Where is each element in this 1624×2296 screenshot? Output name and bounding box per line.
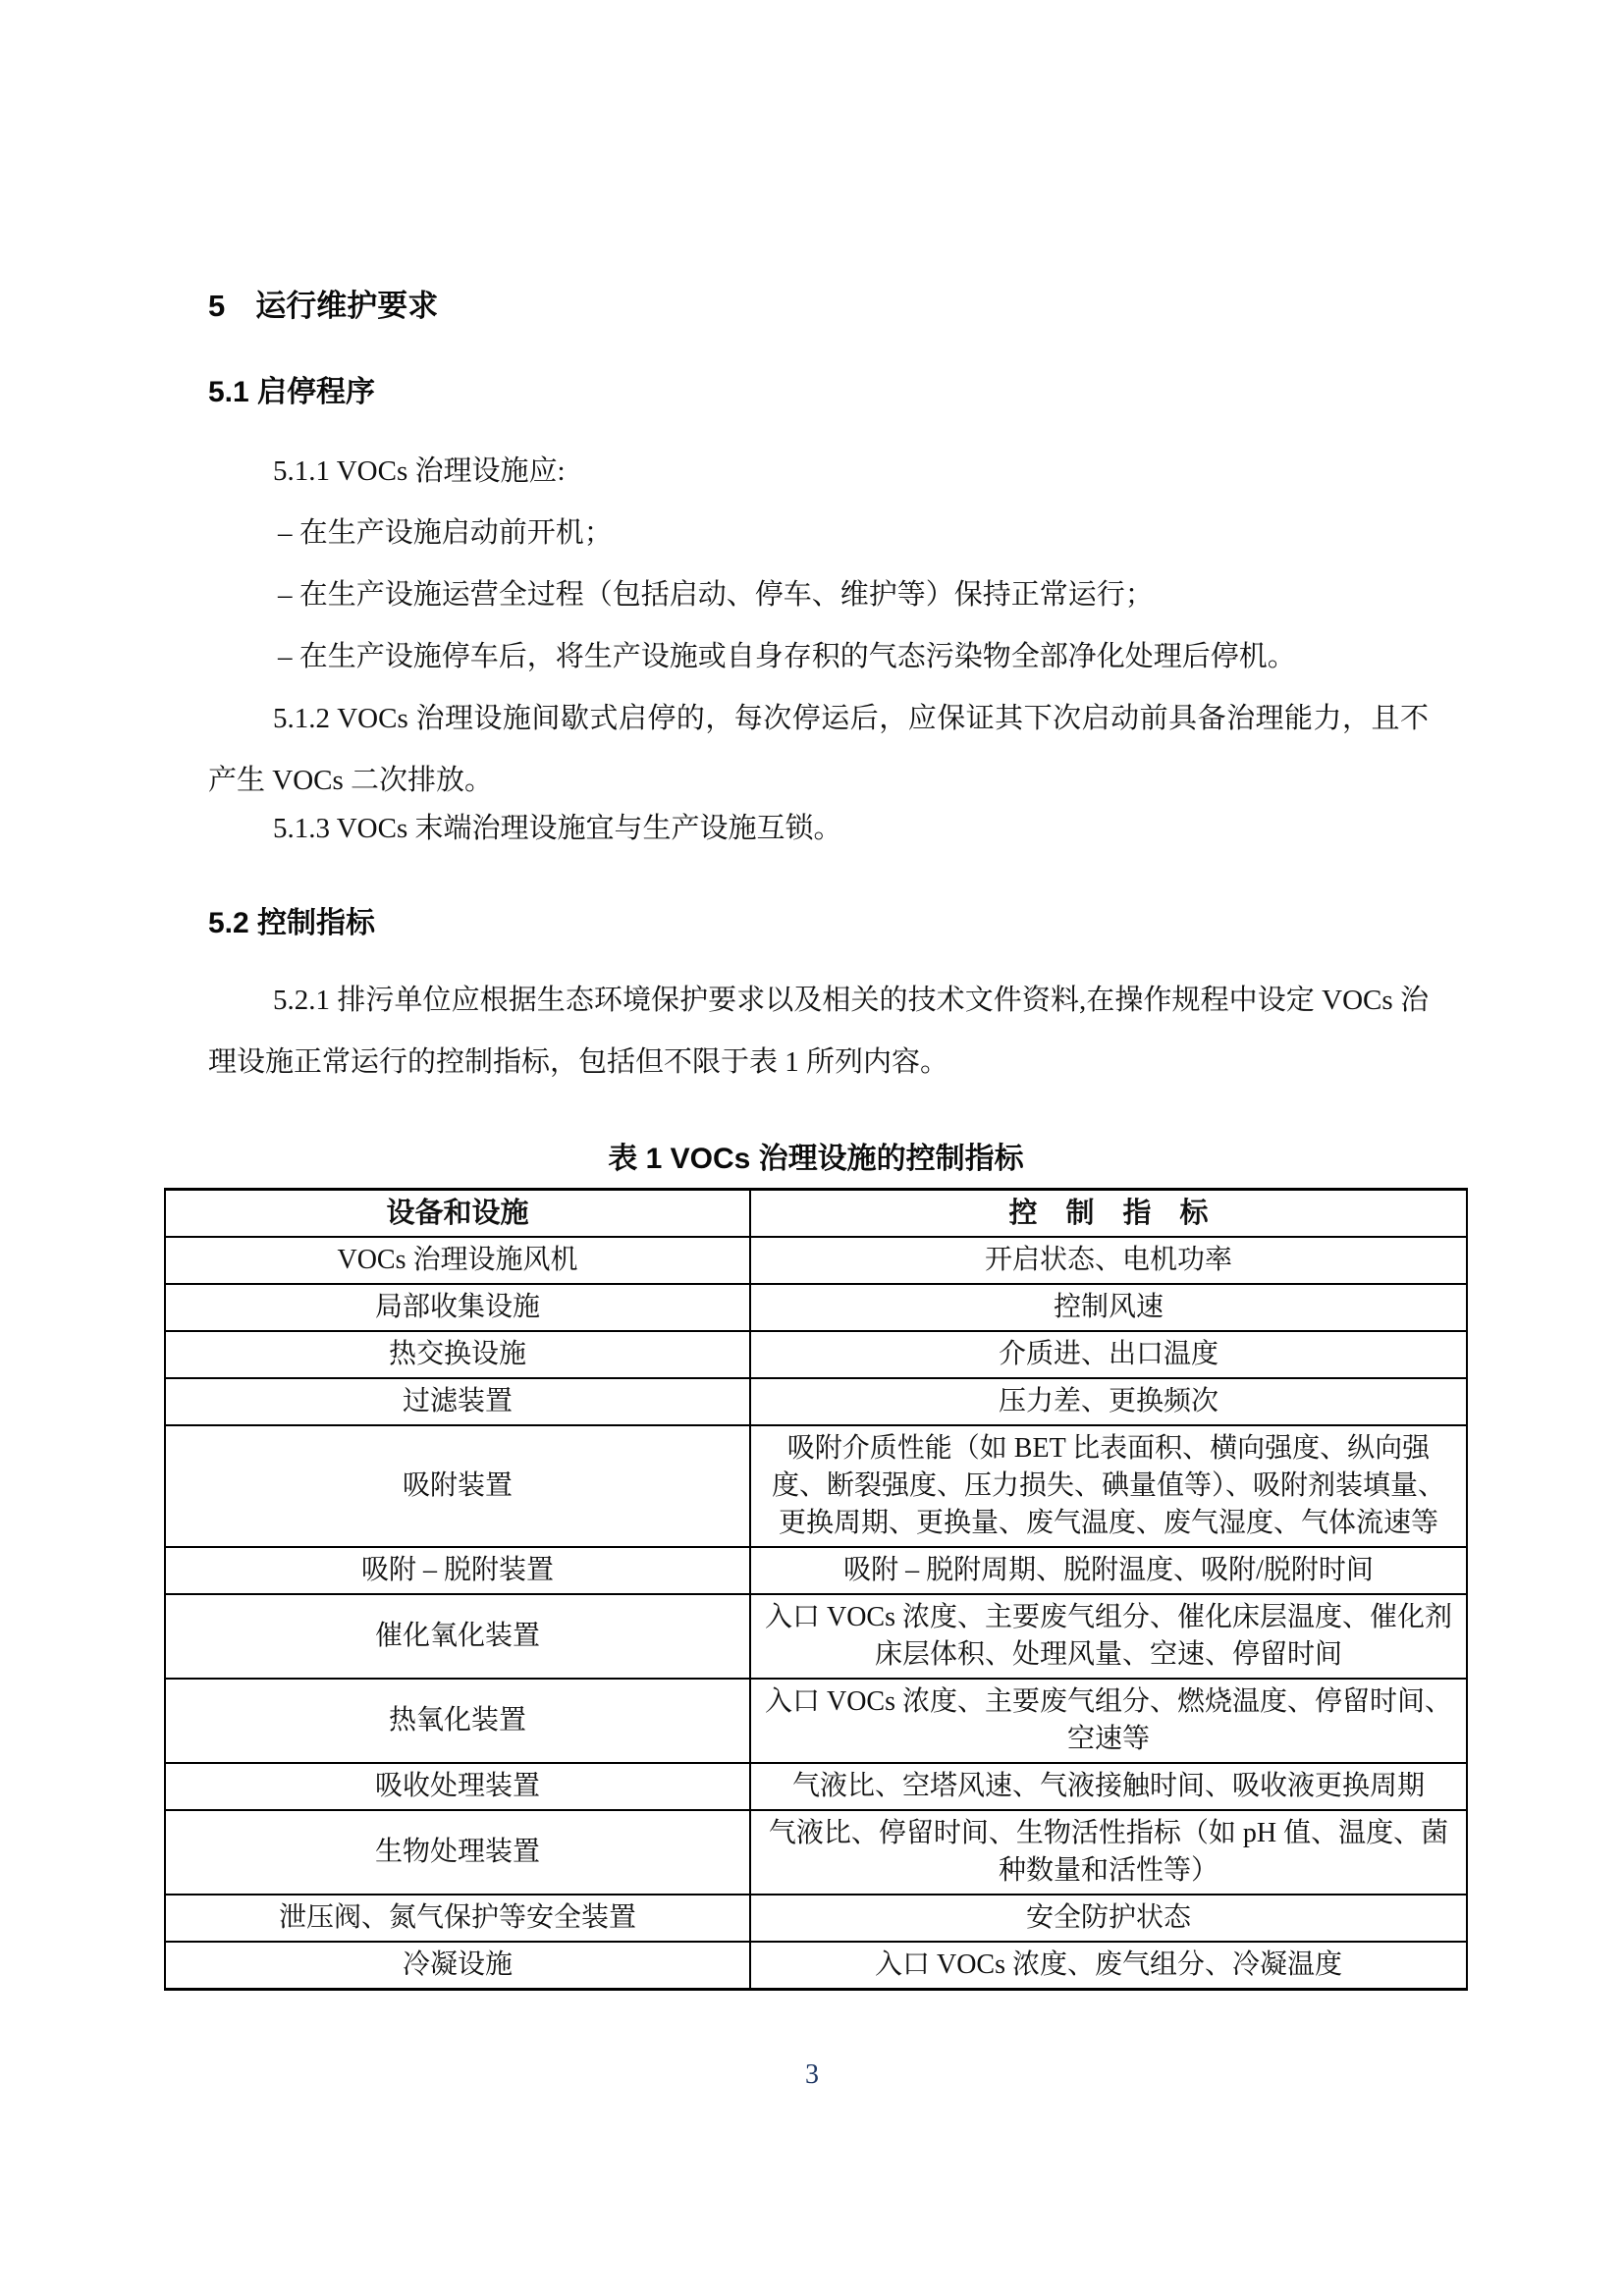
indicators-cell: 吸附 – 脱附周期、脱附温度、吸附/脱附时间: [750, 1547, 1467, 1594]
control-indicators-table: [164, 1188, 1468, 1991]
table-row: [165, 1942, 1467, 1990]
indicators-cell: 气液比、停留时间、生物活性指标（如 pH 值、温度、菌种数量和活性等）: [750, 1810, 1467, 1895]
table-header: [165, 1190, 1467, 1238]
table-row: [165, 1284, 1467, 1331]
indicators-cell: 控制风速: [750, 1284, 1467, 1331]
table-row: [165, 1594, 1467, 1679]
clause-5-1-2: 5.1.2 VOCs 治理设施间歇式启停的，每次停运后，应保证其下次启动前具备治理能力，且不产生 VOCs 二次排放。: [208, 703, 1429, 796]
clause-5-1-1-dash-item-2: – 在生产设施运营全过程（包括启动、停车、维护等）保持正常运行；: [278, 579, 1154, 611]
device-cell: 吸附装置: [165, 1425, 750, 1547]
table-1-title: 表 1 VOCs 治理设施的控制指标: [608, 1143, 1024, 1175]
header-cell-device: 设备和设施: [165, 1190, 750, 1238]
table-row: [165, 1378, 1467, 1425]
clause-5-2-1: 5.2.1 排污单位应根据生态环境保护要求以及相关的技术文件资料,在操作规程中设定 VOCs 治理设施正常运行的控制指标，包括但不限于表 1 所列内容。: [208, 985, 1429, 1078]
table-row: [165, 1331, 1467, 1378]
page-number: 3: [805, 2059, 819, 2090]
device-cell: 催化氧化装置: [165, 1594, 750, 1679]
clause-5-1-1-dash-item-1: – 在生产设施启动前开机；: [278, 517, 613, 549]
indicators-cell: 入口 VOCs 浓度、主要废气组分、催化床层温度、催化剂床层体积、处理风量、空速、停留时间: [750, 1594, 1467, 1679]
table-body: [165, 1237, 1467, 1990]
clause-5-1-1: 5.1.1 VOCs 治理设施应:: [273, 455, 566, 487]
device-cell: 吸收处理装置: [165, 1763, 750, 1810]
indicators-cell: 安全防护状态: [750, 1895, 1467, 1942]
indicators-cell: 开启状态、电机功率: [750, 1237, 1467, 1284]
section-5-1-heading: 5.1 启停程序: [208, 376, 376, 408]
table-row: [165, 1237, 1467, 1284]
section-5-2-heading: 5.2 控制指标: [208, 907, 376, 939]
table-row: [165, 1810, 1467, 1895]
indicators-cell: 吸附介质性能（如 BET 比表面积、横向强度、纵向强度、断裂强度、压力损失、碘量值等）、吸附剂装填量、更换周期、更换量、废气温度、废气湿度、气体流速等: [750, 1425, 1467, 1547]
device-cell: 生物处理装置: [165, 1810, 750, 1895]
table-row: [165, 1425, 1467, 1547]
device-cell: 热交换设施: [165, 1331, 750, 1378]
document-content: [208, 289, 1453, 1991]
clause-5-1-3: 5.1.3 VOCs 末端治理设施宜与生产设施互锁。: [273, 813, 842, 844]
indicators-cell: 入口 VOCs 浓度、主要废气组分、燃烧温度、停留时间、空速等: [750, 1679, 1467, 1763]
table-row: [165, 1895, 1467, 1942]
table-row: [165, 1763, 1467, 1810]
table-row: [165, 1547, 1467, 1594]
indicators-cell: 介质进、出口温度: [750, 1331, 1467, 1378]
device-cell: VOCs 治理设施风机: [165, 1237, 750, 1284]
device-cell: 局部收集设施: [165, 1284, 750, 1331]
device-cell: 热氧化装置: [165, 1679, 750, 1763]
device-cell: 冷凝设施: [165, 1942, 750, 1990]
device-cell: 过滤装置: [165, 1378, 750, 1425]
header-cell-indicators: 控 制 指 标: [750, 1190, 1467, 1238]
section-5-heading: 5 运行维护要求: [208, 289, 439, 323]
indicators-cell: 压力差、更换频次: [750, 1378, 1467, 1425]
device-cell: 泄压阀、氮气保护等安全装置: [165, 1895, 750, 1942]
indicators-cell: 入口 VOCs 浓度、废气组分、冷凝温度: [750, 1942, 1467, 1990]
table-row: [165, 1679, 1467, 1763]
clause-5-1-1-dash-item-3: – 在生产设施停车后，将生产设施或自身存积的气态污染物全部净化处理后停机。: [278, 641, 1296, 672]
indicators-cell: 气液比、空塔风速、气液接触时间、吸收液更换周期: [750, 1763, 1467, 1810]
table-header-row: [165, 1190, 1467, 1238]
device-cell: 吸附 – 脱附装置: [165, 1547, 750, 1594]
